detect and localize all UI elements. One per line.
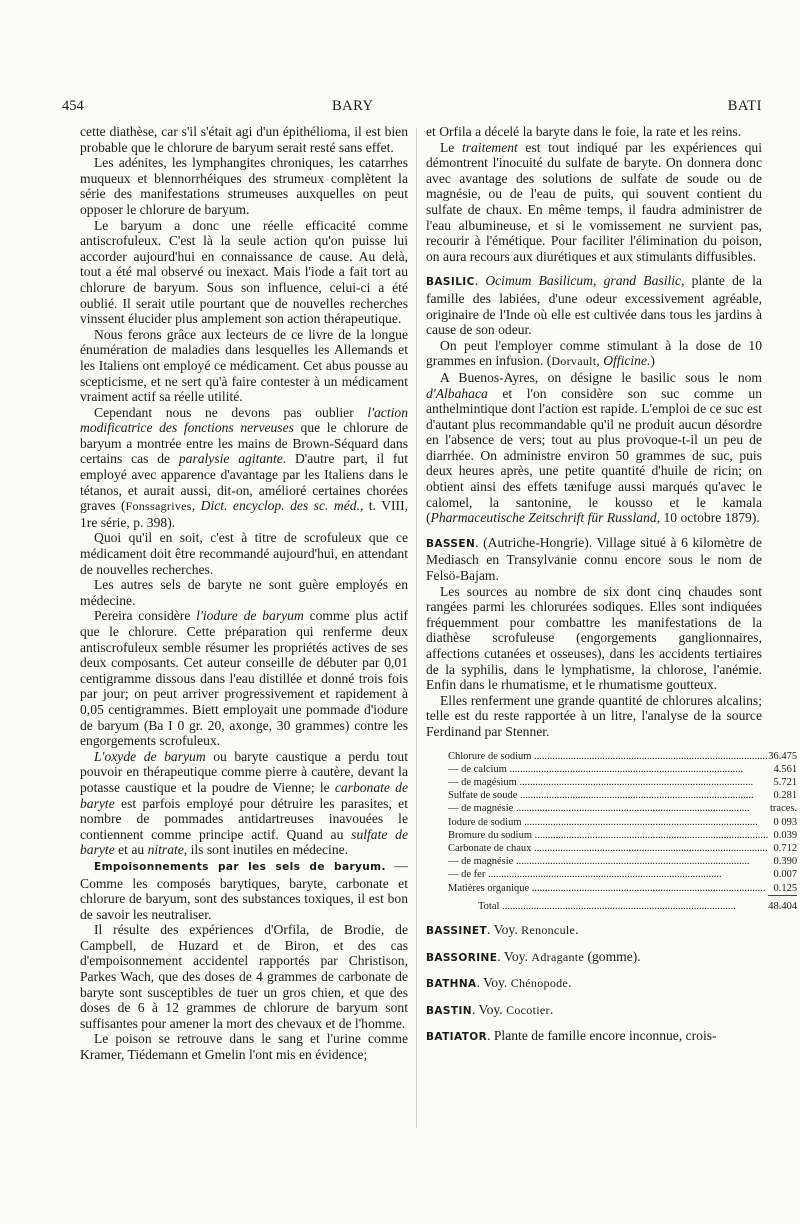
component-name: — de calcium ..... <box>448 763 768 776</box>
section-paragraph: Empoisonnements par les sels de baryum. — Comme les composés barytiques, baryte, carbonate et chlorure de baryum, sont des substances toxiques, il est bon de savoir les neutraliser. <box>80 857 408 922</box>
composition-row <box>448 855 797 868</box>
composition-row <box>448 789 797 802</box>
composition-table <box>448 750 797 913</box>
component-name: Bromure du sodium ..... <box>448 829 768 842</box>
paragraph: Le baryum a donc une réelle efficacité comme antiscrofuleux. C'est là la seule action qu'on puisse lui accorder aujourd'hui en connaissance de cause. Au delà, tout a été mal observé ou inexact. Mais l'iode a fait tort au chlorure de baryum. Sous son influence, celui-ci a été oublié. Il serait utile pourtant que de nouvelles recherches vinssent élucider plus amplement son action thérapeutique. <box>80 217 408 327</box>
paragraph: Quoi qu'il en soit, c'est à titre de scrofuleux que ce médicament doit être recommandé aujourd'hui, en attendant de nouvelles recherches. <box>80 530 408 577</box>
xref-link: Cocotier <box>506 1002 550 1017</box>
composition-row <box>448 868 797 881</box>
paragraph: Les adénites, les lymphangites chroniques, les catarrhes muqueux et blennorrhéiques des strumeux complètent la série des manifestations strumeuses auxquelles on peut opposer le chlorure de baryum. <box>80 155 408 217</box>
paragraph: A Buenos-Ayres, on désigne le basilic sous le nom d'Albahaca et l'on considère son suc comme un anthelmintique dont l'action est rapide. L'emploi de ce suc est d'autant plus recommandable qu'il ne produit aucun désordre en l'absence de vers; tout au plus provoque-t-il un peu de diarrhée. On administre environ 50 grammes de suc, puis deux heures après, une petite quantité d'huile de ricin; on obtient ainsi des effets tænifuge aussi marqués qu'avec le calomel, la santonine, le kousso et le kamala (Pharmaceutische Zeitschrift für Russland, 10 octobre 1879). <box>426 369 762 526</box>
entry-bassen: BASSEN. (Autriche-Hongrie). Village situé à 6 kilomètre de Mediasch en Transylvanie connu encore sous le nom de Felsö-Bajam. <box>426 534 762 584</box>
paragraph: On peut l'employer comme stimulant à la dose de 10 grammes en infusion. (Dorvault, Officine.) <box>426 337 762 369</box>
component-value: 0.007 <box>773 869 798 881</box>
paragraph: Pereira considère l'iodure de baryum comme plus actif que le chlorure. Cette préparation qui renferme deux antiscrofuleux semble résumer les propriétés actives de ses deux composants. Cet auteur conseille de débuter par 0,01 centigramme dissous dans l'eau distillée et donné trois fois par jour; on peut arriver progressivement et rapidement à 0,05 centigrammes. Biett employait une pommade d'iodure de baryum (Ba I 0 gr. 20, axonge, 30 grammes) contre les engorgements scrofuleux. <box>80 608 408 749</box>
composition-row <box>448 750 797 763</box>
paragraph: Cependant nous ne devons pas oublier l'action modificatrice des fonctions nerveuses que le chlorure de baryum a montrée entre les mains de Brown-Séquard dans certains cas de paralysie agitante. D'autre part, il fut employé avec apparence d'avantage par les Italiens dans le tétanos, et aurait aussi, dit-on, amélioré certaines chorées graves (Fonssagrives, Dict. encyclop. des sc. méd., t. VIII, 1re série, p. 398). <box>80 404 409 530</box>
composition-row <box>448 763 797 776</box>
component-value: 0.125 <box>773 882 798 894</box>
running-header <box>62 98 762 118</box>
component-value: 36.475 <box>768 750 798 762</box>
left-column <box>80 124 408 1063</box>
composition-row <box>448 802 797 815</box>
xref-link: Renoncule <box>521 923 576 937</box>
total-label: Total ..... <box>448 895 768 913</box>
composition-row <box>448 776 797 789</box>
paragraph: et Orfila a décelé la baryte dans le foie, la rate et les reins. <box>426 124 742 139</box>
entry-batiator: BATIATOR. Plante de famille encore inconnue, crois- <box>426 1028 717 1044</box>
component-name: Matières organique ..... <box>448 882 768 896</box>
component-name: Carbonate de chaux ..... <box>448 842 768 855</box>
paragraph: Les sources au nombre de six dont cinq chaudes sont rangées parmi les chlorurées sodiques. Elles sont indiquées fréquemment pour combattre les manifestations de la diathèse scrofuleuse (engorgements ganglionnaires, affections cutanées et osseuses), dans les accidents tertiaires de la syphilis, dans le lymphatisme, la chlorose, l'anémie. Enfin dans le rhumatisme, et le rhumatisme goutteux. <box>426 583 762 693</box>
paragraph: Les autres sels de baryte ne sont guère employés en médecine. <box>80 577 408 608</box>
component-name: — de magnésie ..... <box>448 802 768 815</box>
composition-row <box>448 829 797 842</box>
paragraph: L'oxyde de baryum ou baryte caustique a perdu tout pouvoir en thérapeutique comme pierre à cautère, devant la potasse caustique et la poudre de Vienne; le carbonate de baryte est parfois employé pour détruire les parasites, et nombre de pommades antidartreuses inavouées le contiennent comme principe actif. Quand au sulfate de baryte et au nitrate, ils sont inutiles en médecine. <box>80 748 408 858</box>
composition-row <box>448 842 797 855</box>
component-name: — de magnésie ..... <box>448 855 768 868</box>
component-value: 0.712 <box>773 842 798 854</box>
entry-xref: BASTIN. Voy. Cocotier. <box>426 1001 554 1017</box>
left-running-head: BARY <box>332 98 374 114</box>
paragraph: Le traitement est tout indiqué par les expériences qui démontrent l'inocuité du sulfate de baryte. On donnera donc avec avantage des solutions de sulfate de soude ou de magnésie, ou de l'eau de puits, qui souvent contient du sulfate de chaux. En même temps, il faudra administrer de l'eau albumineuse, et si le vomissement ne survient pas, recourir à l'émétique. Pour faciliter l'élimination du poison, on aura recours aux diurétiques et aux stimulants diffusibles. <box>426 139 762 264</box>
right-running-head: BATI <box>727 98 762 114</box>
component-value: traces. <box>770 803 798 815</box>
entry-xref: BASSORINE. Voy. Adragante (gomme). <box>426 948 641 964</box>
component-value: 0 093 <box>773 816 798 828</box>
component-name: — de fer ..... <box>448 868 768 881</box>
paragraph: Le poison se retrouve dans le sang et l'urine comme Kramer, Tiédemann et Gmelin l'ont mis en évidence; <box>80 1031 408 1063</box>
xref-link: Adragante <box>531 949 585 964</box>
component-name: Sulfate de soude ..... <box>448 789 768 802</box>
total-value: 48.404 <box>768 895 797 913</box>
entry-headword: BASILIC <box>426 276 475 289</box>
paragraph: Elles renferment une grande quantité de chlorures alcalins; telle est du reste rapportée à un litre, l'analyse de la source Ferdinand par Stenner. <box>426 692 762 739</box>
entry-xref: BATHNA. Voy. Chénopode. <box>426 975 572 991</box>
component-value: 5.721 <box>773 776 798 788</box>
component-name: Chlorure de sodium ..... <box>448 750 768 763</box>
component-value: 0.039 <box>773 829 798 841</box>
paragraph: Nous ferons grâce aux lecteurs de ce livre de la longue énumération de maladies dans lesquelles les Allemands et les Italiens ont employé ce médicament. Cet abus pousse au scepticisme, et ne sert qu'à faire contester à un médicament vraiment actif sa réelle utilité. <box>80 326 408 405</box>
page-number: 454 <box>62 98 84 114</box>
component-value: 4.561 <box>773 763 798 775</box>
right-column <box>426 124 798 1046</box>
paragraph: Il résulte des expériences d'Orfila, de Brodie, de Campbell, de Huzard et de Biron, et des cas d'empoisonnement accidentel rapportés par Christison, Parkes Wach, que des doses de 4 grammes de carbonate de baryte sont susceptibles de tuer un gros chien, et que des doses de 6 à 12 grammes de chlorure de baryum sont suffisantes pour amener la mort des chevaux et de l'homme. <box>80 922 408 1031</box>
component-name: — de magésium ..... <box>448 776 768 789</box>
section-heading: Empoisonnements par les sels de baryum. <box>94 860 386 873</box>
composition-total-row <box>448 895 797 913</box>
paragraph: cette diathèse, car s'il s'était agi d'un épithélioma, il est bien probable que le chlorure de baryum serait resté sans effet. <box>80 124 408 155</box>
entry-basilic: BASILIC. Ocimum Basilicum, grand Basilic, plante de la famille des labiées, d'une odeur excessivement agréable, originaire de l'Inde où elle est cultivée dans tous les jardins à cause de son odeur. <box>426 273 762 338</box>
xref-link: Chénopode <box>510 976 569 991</box>
composition-row <box>448 882 797 896</box>
entry-headword: BASSEN <box>426 537 476 550</box>
column-divider <box>416 128 417 1128</box>
component-value: 0.281 <box>773 790 798 802</box>
composition-row <box>448 816 797 829</box>
component-name: Iodure de sodium ..... <box>448 816 768 829</box>
component-value: 0.390 <box>773 856 798 868</box>
entry-xref: BASSINET. Voy. Renoncule. <box>426 922 579 937</box>
